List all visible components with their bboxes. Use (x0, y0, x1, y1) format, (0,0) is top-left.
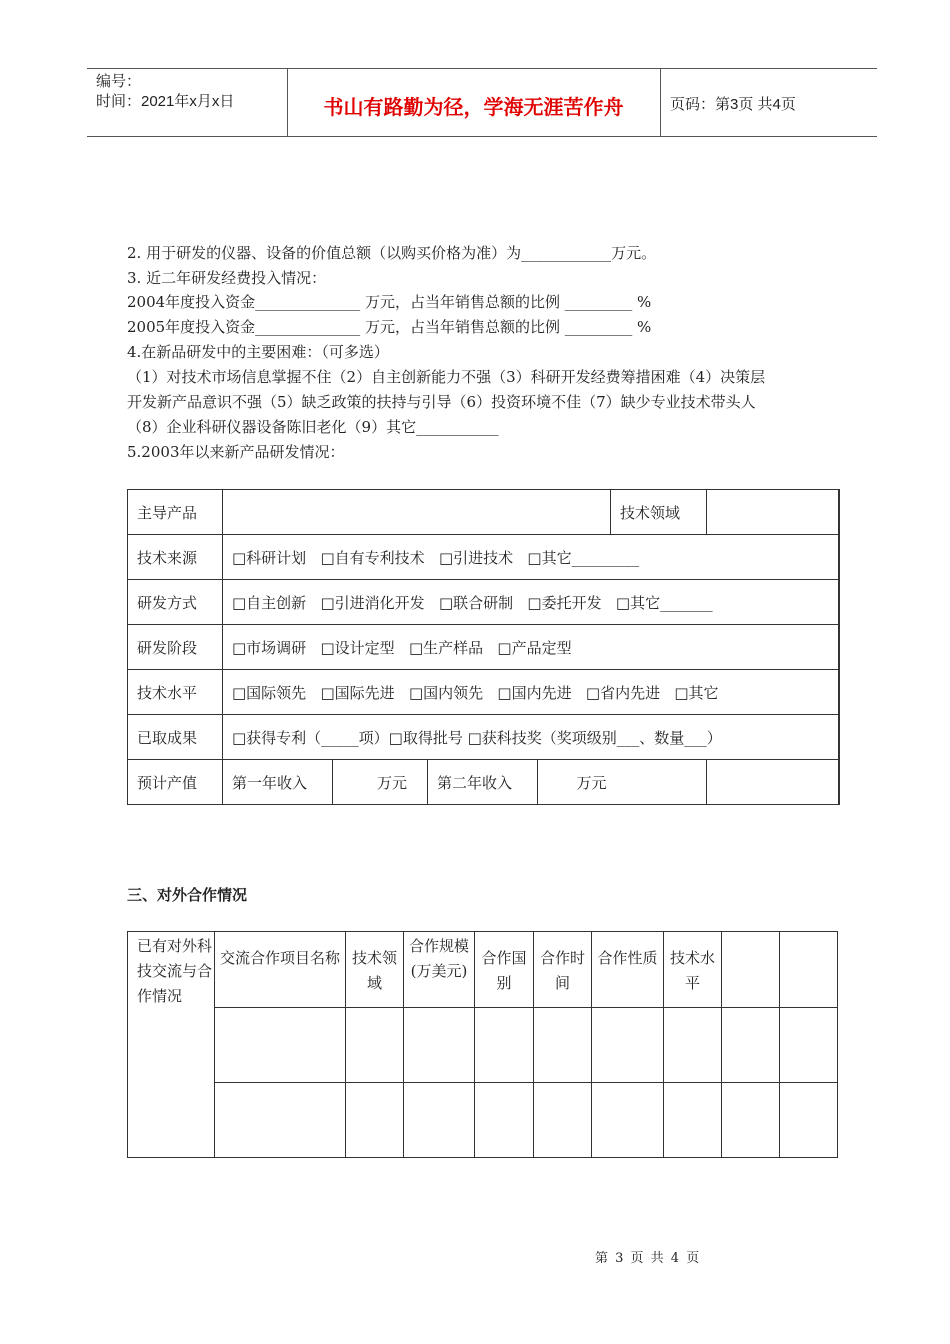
table-header-row (128, 932, 838, 1008)
unit-label: 万元 (538, 760, 707, 805)
cell[interactable] (592, 1008, 664, 1083)
cell[interactable] (475, 1008, 534, 1083)
row-label: 已有对外科技交流与合作情况 (128, 932, 215, 1158)
page-footer: 第 3 页 共 4 页 (595, 1251, 700, 1266)
column-header (722, 932, 780, 1008)
cell[interactable] (722, 1008, 780, 1083)
empty-cell[interactable] (707, 760, 839, 805)
cell-label: 技术领域 (611, 490, 707, 535)
page-info: 页码：第3页 共4页 (670, 96, 796, 113)
table-row (128, 1008, 838, 1083)
table-row (128, 670, 839, 715)
text-line: 2005年度投入资金______________ 万元，占当年销售总额的比例 _________ % (127, 318, 652, 336)
divider (660, 69, 661, 136)
text-line: 3. 近二年研发经费投入情况： (127, 269, 327, 287)
table-row (128, 760, 839, 805)
checkbox-options[interactable]: □获得专利（_____项）□取得批号 □获科技奖（奖项级别___、数量___） (223, 715, 839, 760)
table-row (128, 535, 839, 580)
cell-label: 研发方式 (128, 580, 223, 625)
cell-label: 技术水平 (128, 670, 223, 715)
cell[interactable] (404, 1008, 475, 1083)
time-label: 时间：2021年x月x日 (96, 93, 235, 110)
cell[interactable] (592, 1083, 664, 1158)
tech-field-input[interactable] (707, 490, 839, 535)
cell-label: 第一年收入 (223, 760, 333, 805)
motto: 书山有路勤为径，学海无涯苦作舟 (323, 97, 624, 119)
cell-label: 技术来源 (128, 535, 223, 580)
number-label: 编号： (96, 73, 142, 90)
table-row (128, 490, 839, 535)
text-line: 4.在新品研发中的主要困难：（可多选） (127, 343, 389, 361)
cell[interactable] (346, 1083, 404, 1158)
cell[interactable] (722, 1083, 780, 1158)
cell-label: 预计产值 (128, 760, 223, 805)
cell-label: 第二年收入 (428, 760, 538, 805)
cell[interactable] (475, 1083, 534, 1158)
column-header: 技术水平 (664, 932, 722, 1008)
table-row (128, 625, 839, 670)
column-header: 合作性质 (592, 932, 664, 1008)
text-line: （8）企业科研仪器设备陈旧老化（9）其它___________ (127, 418, 499, 436)
cell[interactable] (534, 1083, 592, 1158)
product-rd-table (127, 489, 840, 805)
column-header (780, 932, 838, 1008)
section-heading: 三、对外合作情况 (127, 887, 248, 904)
column-header: 合作规模(万美元) (404, 932, 475, 1008)
cell-label: 已取成果 (128, 715, 223, 760)
main-product-input[interactable] (223, 490, 611, 535)
column-header: 合作时间 (534, 932, 592, 1008)
column-header: 技术领域 (346, 932, 404, 1008)
cell[interactable] (404, 1083, 475, 1158)
column-header: 合作国别 (475, 932, 534, 1008)
checkbox-options[interactable]: □自主创新 □引进消化开发 □联合研制 □委托开发 □其它_______ (223, 580, 839, 625)
text-line: 5.2003年以来新产品研发情况： (127, 443, 345, 461)
text-line: 开发新产品意识不强（5）缺乏政策的扶持与引导（6）投资环境不佳（7）缺少专业技术带头人 (127, 393, 756, 411)
table-row (128, 1083, 838, 1158)
table-row (128, 715, 839, 760)
cell-label: 主导产品 (128, 490, 223, 535)
cell[interactable] (780, 1083, 838, 1158)
cell[interactable] (664, 1008, 722, 1083)
cooperation-table (127, 931, 838, 1158)
header-meta (96, 72, 234, 112)
checkbox-options[interactable]: □科研计划 □自有专利技术 □引进技术 □其它_________ (223, 535, 839, 580)
unit-label: 万元 (333, 760, 428, 805)
page-header (87, 68, 877, 137)
text-line: 2004年度投入资金______________ 万元，占当年销售总额的比例 _________ % (127, 293, 652, 311)
cell[interactable] (664, 1083, 722, 1158)
cell-label: 研发阶段 (128, 625, 223, 670)
cell[interactable] (346, 1008, 404, 1083)
text-line: （1）对技术市场信息掌握不住（2）自主创新能力不强（3）科研开发经费筹措困难（4）决策层 (127, 368, 766, 386)
checkbox-options[interactable]: □国际领先 □国际先进 □国内领先 □国内先进 □省内先进 □其它 (223, 670, 839, 715)
cell[interactable] (215, 1083, 346, 1158)
column-header: 交流合作项目名称 (215, 932, 346, 1008)
cell[interactable] (534, 1008, 592, 1083)
checkbox-options[interactable]: □市场调研 □设计定型 □生产样品 □产品定型 (223, 625, 839, 670)
cell[interactable] (780, 1008, 838, 1083)
table-row (128, 580, 839, 625)
text-line: 2. 用于研发的仪器、设备的价值总额（以购买价格为准）为____________万元。 (127, 244, 657, 262)
cell[interactable] (215, 1008, 346, 1083)
